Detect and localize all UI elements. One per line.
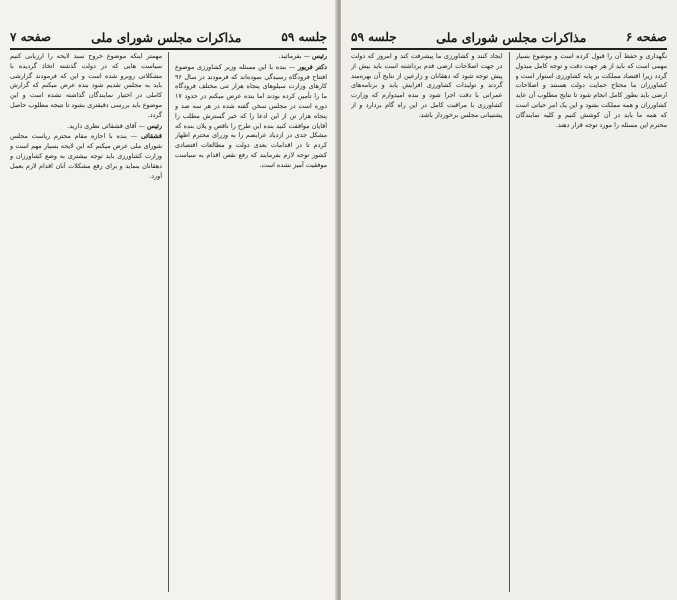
left-page-columns — [10, 52, 327, 592]
left-column-left — [10, 52, 162, 592]
left-page-title: مذاکرات مجلس شورای ملی — [91, 29, 242, 45]
paragraph — [516, 52, 668, 130]
paragraph-text: نگهداری و حفظ آن را قبول کرده است و موضوع بسیار مهمی است که باید از هر جهت دقت و توجه کامل مبذول گردد زیرا اقتصاد مملکت بر پایه کشاورزی استوار است و کشاورزان ما محتاج حمایت دولت هستند و اصلاحات ارضی باید بطور کامل انجام شود تا نتایج مطلوب آن عاید کشاورزان و همه مملکت بشود و این یک امر حیاتی است که همه ما باید در آن کوشش کنیم و کلیه نمایندگان محترم این مسئله را مورد توجه قرار دهند. — [515, 52, 667, 129]
right-page-header — [351, 26, 667, 50]
left-page-header — [10, 26, 327, 50]
paragraph-text: — بفرمائید. — [278, 52, 310, 60]
left-page — [0, 0, 337, 600]
column-divider — [168, 52, 169, 592]
paragraph — [175, 63, 327, 171]
left-page-number: صفحه ۷ — [10, 30, 52, 44]
paragraph-text: مهمتر اینکه موضوع خروج سبد لایحه را ارزیابی کنیم سیاست هایی که در دولت گذشته اتخاذ گردیده با مشکلاتی روبرو شده است و این که فرمودند گزارشی باید به مجلس تقدیم شود بنده عرض میکنم که گزارش کاملی در اختیار نمایندگان گذاشته نشده است و این موضوع باید بررسی دقیقتری بشود تا نتیجه مطلوب حاصل گردد. — [10, 52, 162, 119]
right-page-title: مذاکرات مجلس شورای ملی — [436, 29, 587, 45]
left-column-right — [175, 52, 327, 592]
paragraph-text: — بنده با این مسئله وزیر کشاورزی موضوع افتتاح فرودگاه رسیدگی نموده‌اند که فرمودند در سال ۹۶ کارهای وزارت سیلوهای پنجاه هزار تنی مختلف فرودگاه ما را تأمین کرده بودند اما بنده عرض میکنم در حدود ۱۷ دوره است در مجلس سخن گفته شده در هر سه صد و پنجاه هزار تن از این ادعا را که خیر گسترش مطلب را آقایان موافقت کنید بنده این طرح را ناقص و پلان بنده که مشکل جدی در ازدیاد عرایضم را به وزرای محترم اظهار کردم تا در اقدامات بعدی دولت و مطالعات اقتصادی کشور توجه لازم بفرمایند که رفع نقص اقدام به سیاست موفقیت آمیز نشده است. — [175, 62, 327, 169]
paragraph — [10, 122, 162, 132]
right-column-right — [516, 52, 668, 592]
speaker-name: رئیس — [312, 52, 327, 60]
right-page-columns — [351, 52, 667, 592]
column-divider — [509, 52, 510, 592]
paragraph-text: — بنده با اجازه مقام محترم ریاست مجلس شورای ملی عرض میکنم که این لایحه بسیار مهم است و وزارت کشاورزی باید توجه بیشتری به وضع کشاورزان و دهقانان بنماید و برای رفع مشکلات آنان اقدام لازم بعمل آورد. — [10, 132, 162, 180]
paragraph-text: — آقای قشقائی نظری دارید. — [67, 121, 145, 130]
right-page-number: صفحه ۶ — [625, 30, 667, 44]
right-column-left — [351, 52, 503, 592]
paragraph — [175, 52, 327, 62]
paragraph — [351, 52, 503, 121]
speaker-name: رئیس — [147, 121, 162, 130]
right-session-number: جلسه ۵۹ — [351, 30, 397, 44]
paragraph-text: ایجاد کنند و کشاورزی ما پیشرفت کند و امروز که دولت در جهت اصلاحات ارضی قدم برداشته است باید بیش از پیش توجه شود که دهقانان و زارعین از نتایج آن بهره‌مند گردند و تولیدات کشاورزی افزایش یابد و برنامه‌های عمرانی با دقت اجرا شود و بنده امیدوارم که وزارت کشاورزی با مراقبت کامل در این راه گام بردارد و از پشتیبانی مجلس برخوردار باشد. — [351, 52, 503, 119]
right-page — [341, 0, 677, 600]
paragraph — [10, 132, 162, 181]
speaker-name: قشقائی — [140, 132, 162, 141]
paragraph — [10, 52, 162, 121]
left-session-number: جلسه ۵۹ — [281, 30, 327, 44]
speaker-name: دکتر فریور — [297, 62, 327, 71]
